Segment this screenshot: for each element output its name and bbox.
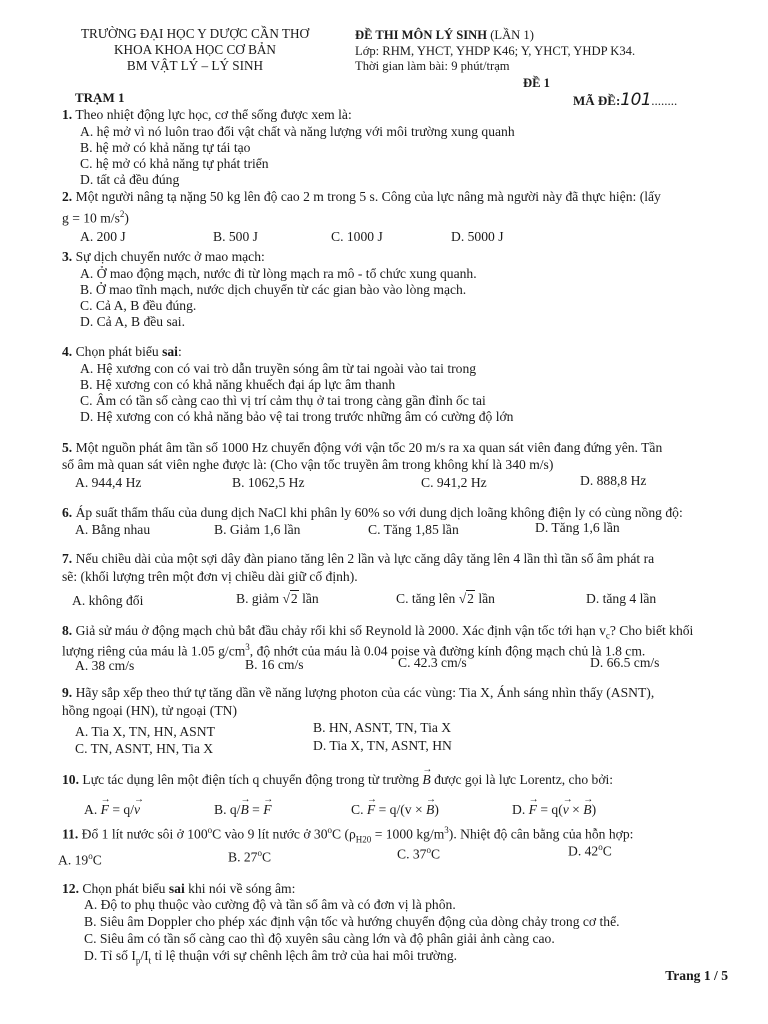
q10-option-a (84, 801, 140, 818)
exam-classes: Lớp: RHM, YHCT, YHDP K46; Y, YHCT, YHDP K34. (355, 43, 636, 58)
q11-subscript: H20 (355, 834, 372, 845)
q7-option-c (396, 590, 495, 607)
question-7 (62, 550, 722, 567)
q5-option-d: D. 888,8 Hz (580, 473, 647, 488)
exam-title: ĐỀ THI MÔN LÝ SINH (355, 28, 488, 42)
question-number: 2. (62, 189, 73, 204)
option-value: D. 42 (568, 843, 599, 859)
question-text: Theo nhiệt động lực học, cơ thể sống được xem là: (75, 107, 352, 122)
q12-d-text: D. Tỉ số I (84, 948, 136, 963)
exam-round: (LẦN 1) (490, 28, 534, 42)
question-1 (62, 106, 722, 123)
vector-b: → B (240, 801, 248, 818)
q5-option-c: C. 941,2 Hz (421, 475, 487, 490)
q4-option-a: A. Hệ xương con có vai trò dẫn truyền sóng âm từ tai ngoài vào tai trong (80, 361, 477, 376)
q7-option-b (236, 590, 319, 607)
q12-option-a: A. Độ to phụ thuộc vào cường độ và tần số âm và có đơn vị là phôn. (84, 897, 456, 912)
q7-c-unit: lần (474, 591, 495, 606)
question-9 (62, 684, 722, 701)
question-12 (62, 880, 722, 897)
option-label: A. (84, 802, 101, 817)
question-text-end: ? Cho biết khối (609, 623, 694, 638)
q6-option-c: C. Tăng 1,85 lần (368, 522, 459, 537)
question-9-line-2: hồng ngoại (HN), tử ngoại (TN) (62, 703, 237, 718)
celsius: C (261, 849, 272, 865)
vector-f: → F (367, 801, 375, 818)
exam-info (355, 28, 635, 75)
q-over: q/ (123, 802, 134, 817)
exam-version: ĐỀ 1 (523, 76, 550, 90)
q12-option-c: C. Siêu âm có tần số càng cao thì độ xuyên sâu càng lớn và độ phân giải ảnh càng cao. (84, 931, 555, 946)
question-number: 9. (62, 685, 73, 700)
q12-option-d (84, 947, 457, 970)
question-text: Sự dịch chuyển nước ở mao mạch: (75, 249, 265, 264)
q2-gravity: g = 10 m/s (62, 210, 120, 226)
q6-option-b: B. Giảm 1,6 lần (214, 522, 301, 537)
q2-option-c: C. 1000 J (331, 229, 383, 244)
q8-subscript: c (605, 630, 610, 641)
equals: = (248, 802, 264, 817)
question-number: 8. (62, 623, 73, 638)
q2-option-d: D. 5000 J (451, 229, 504, 244)
q7-b-unit: lần (298, 591, 319, 606)
vector-b: → B (426, 801, 434, 818)
degree: o (426, 845, 431, 855)
q10-option-d (512, 801, 596, 818)
question-text: Áp suất thẩm thấu của dung dịch NaCl khi phân ly 60% so với dung dịch loãng không điện ly có cùng nồng độ: (75, 505, 683, 520)
sqrt-symbol: √2 (282, 591, 298, 606)
q10-option-b (214, 801, 272, 818)
exam-time: Thời gian làm bài: 9 phút/trạm (355, 59, 510, 73)
q8-option-d: D. 66.5 cm/s (590, 655, 660, 670)
station-label: TRẠM 1 (75, 90, 125, 105)
vector-f: → F (529, 801, 537, 818)
q1-option-a: A. hệ mở vì nó luôn trao đổi vật chất và năng lượng với môi trường xung quanh (80, 124, 515, 139)
question-text: Nếu chiều dài của một sợi dây đàn piano tăng lên 2 lần và lực căng dây tăng lên 4 lần thì tần số âm phát ra (75, 551, 655, 566)
q2-exponent: 2 (119, 209, 125, 219)
question-number: 7. (62, 551, 73, 566)
close-paren: ) (434, 802, 439, 817)
question-emphasis: sai (162, 344, 178, 359)
celsius: C (92, 852, 102, 868)
question-2-line-2 (62, 206, 129, 227)
university-name: TRƯỜNG ĐẠI HỌC Y DƯỢC CẦN THƠ (80, 26, 310, 41)
sqrt-radicand: 2 (290, 591, 298, 606)
q1-option-c: C. hệ mở có khả năng tự phát triển (80, 156, 269, 171)
equals: = (536, 802, 552, 817)
degree: o (257, 848, 262, 858)
option-label: B. (214, 802, 230, 817)
option-value: A. 19 (58, 852, 89, 868)
q3-option-c: C. Cả A, B đều đúng. (80, 298, 197, 313)
q5-option-b: B. 1062,5 Hz (232, 475, 305, 490)
celsius: C (602, 843, 612, 859)
question-number: 12. (62, 881, 79, 896)
q-over: q/ (229, 802, 241, 817)
q4-option-b: B. Hệ xương con có khả năng khuếch đại áp lực âm thanh (80, 377, 396, 392)
option-label: C. (351, 802, 367, 817)
question-7-line-2: sẽ: (khối lượng trên một đơn vị chiều dài giữ cố định). (62, 569, 358, 584)
q2-option-a: A. 200 J (80, 229, 126, 244)
equals: = (108, 802, 124, 817)
question-number: 4. (62, 344, 73, 359)
q7-b-text: B. giảm (236, 591, 283, 606)
q11-option-b (228, 845, 271, 866)
subscript-t: t (148, 955, 152, 966)
celsius: C (430, 846, 441, 862)
question-number: 6. (62, 505, 73, 520)
q1-option-b: B. hệ mở có khả năng tự tái tạo (80, 140, 251, 155)
q11-text-d: = 1000 kg/m (371, 826, 445, 842)
q3-option-b: B. Ở mao tĩnh mạch, nước dịch chuyển từ các gian bào vào lòng mạch. (80, 282, 467, 297)
q12-d-rest: tỉ lệ thuận với sự chênh lệch âm trở của hai môi trường. (151, 948, 458, 963)
question-text: Lực tác dụng lên một điện tích q chuyển động trong từ trường (82, 772, 423, 787)
q8-option-c: C. 42.3 cm/s (398, 655, 467, 670)
q8-rest: , độ nhớt của máu là 0.04 poise và đường kính động mạch chủ là 1.8 cm. (249, 643, 646, 659)
q7-option-d: D. tăng 4 lần (586, 591, 657, 606)
q-paren: q( (551, 802, 563, 817)
q11-text-b: C vào 9 lít nước ở 30 (212, 826, 328, 842)
q7-c-text: C. tăng lên (396, 591, 459, 606)
faculty-name: KHOA KHOA HỌC CƠ BẢN (114, 42, 276, 57)
question-10 (62, 771, 722, 788)
vector-f: → F (263, 801, 271, 818)
q-over-paren: q/( (389, 802, 405, 817)
q6-option-a: A. Bằng nhau (75, 522, 151, 537)
question-text-end: được gọi là lực Lorentz, cho bởi: (430, 772, 614, 787)
exam-code-dots: ........ (651, 93, 678, 108)
exam-code-label: MÃ ĐỀ: (573, 93, 621, 108)
q2-option-b: B. 500 J (213, 229, 258, 244)
vector-v: → v (134, 801, 140, 818)
question-text-end: khi nói về sóng âm: (184, 881, 296, 896)
question-text: Hãy sắp xếp theo thứ tự tăng dần về năng lượng photon của các vùng: Tia X, Ánh sáng nhìn thấy (ASNT), (75, 685, 655, 700)
question-number: 3. (62, 249, 73, 264)
subscript-p: p (135, 955, 141, 966)
degree: o (207, 825, 213, 835)
q9-option-b: B. HN, ASNT, TN, Tia X (313, 720, 452, 735)
q9-option-d: D. Tia X, TN, ASNT, HN (313, 738, 452, 753)
q11-exponent: 3 (444, 825, 449, 835)
question-2 (62, 188, 722, 205)
q12-d-slash: /I (140, 948, 149, 963)
q6-option-d: D. Tăng 1,6 lần (535, 520, 620, 535)
q4-option-d: D. Hệ xương con có khả năng bảo vệ tai trong trước những âm có cường độ lớn (80, 409, 514, 424)
vector-v: → v (563, 801, 569, 818)
option-label: D. (512, 802, 529, 817)
exam-code-handwritten: 101 (620, 90, 652, 110)
q11-text-c: C (ρ (332, 826, 356, 842)
question-text: Chọn phát biểu (75, 344, 163, 359)
q3-option-a: A. Ở mao động mạch, nước đi từ lòng mạch ra mô - tổ chức xung quanh. (80, 266, 477, 281)
degree: o (327, 825, 333, 835)
sqrt-radicand: 2 (467, 591, 474, 606)
q8-option-a: A. 38 cm/s (75, 658, 135, 673)
question-number: 10. (62, 772, 79, 787)
degree: o (88, 851, 93, 861)
question-8-line-2 (62, 639, 645, 660)
q8-option-b: B. 16 cm/s (245, 657, 304, 672)
q1-option-d: D. tất cả đều đúng (80, 172, 180, 187)
close-paren: ) (591, 802, 597, 817)
department-name: BM VẬT LÝ – LÝ SINH (126, 58, 264, 73)
question-text: Chọn phát biểu (82, 881, 169, 896)
degree: o (598, 842, 603, 852)
vector-b: → B (583, 801, 591, 818)
q5-option-a: A. 944,4 Hz (75, 475, 142, 490)
question-6 (62, 504, 722, 521)
question-text: Giả sử máu ở động mạch chủ bắt đầu chảy rối khi số Reynold là 2000. Xác định vận tốc tới hạn v (75, 623, 606, 638)
q9-option-c: C. TN, ASNT, HN, Tia X (75, 741, 214, 756)
equals: = (375, 802, 390, 817)
question-number: 5. (62, 440, 73, 455)
vector-f: → F (101, 801, 109, 818)
question-3 (62, 248, 722, 265)
q12-option-b: B. Siêu âm Doppler cho phép xác định vận tốc và hướng chuyển động của dòng chảy trong cơ thể. (84, 914, 620, 929)
question-5-line-2: số âm mà quan sát viên nghe được là: (Cho vận tốc truyền âm trong không khí là 340 m/s) (62, 457, 554, 472)
question-text: Một người nâng tạ nặng 50 kg lên độ cao 2 m trong 5 s. Công của lực nâng mà người này đã thực hiện: (lấy (75, 189, 661, 204)
q10-option-c (351, 801, 439, 818)
q7-option-a: A. không đổi (72, 593, 144, 608)
q11-text-e: ). Nhiệt độ cân bằng của hỗn hợp: (448, 826, 634, 842)
v-scalar: v (404, 802, 412, 817)
cross: × (568, 802, 584, 817)
option-value: B. 27 (228, 849, 258, 865)
q8-exponent: 3 (245, 642, 250, 652)
sqrt-symbol: √2 (458, 591, 474, 606)
question-colon: : (177, 344, 182, 359)
option-value: C. 37 (397, 846, 427, 862)
question-number: 11. (62, 826, 79, 842)
cross: × (411, 802, 427, 817)
q11-text-a: Đổ 1 lít nước sôi ở 100 (81, 826, 208, 842)
q4-option-c: C. Âm có tần số càng cao thì vị trí cảm thụ ở tai trong càng gần đỉnh ốc tai (80, 393, 486, 408)
question-number: 1. (62, 107, 73, 122)
vector-b: → B (422, 771, 430, 788)
school-header (60, 26, 330, 74)
question-emphasis: sai (168, 881, 185, 896)
page-number: Trang 1 / 5 (665, 968, 728, 983)
question-11 (62, 822, 722, 848)
question-4 (62, 343, 722, 360)
q9-option-a: A. Tia X, TN, HN, ASNT (75, 724, 215, 739)
q8-density: lượng riêng của máu là 1.05 g/cm (62, 643, 246, 659)
q11-option-d (568, 839, 612, 860)
q2-close: ) (124, 210, 129, 226)
q3-option-d: D. Cả A, B đều sai. (80, 314, 185, 329)
q11-option-c (397, 842, 440, 863)
question-5 (62, 439, 722, 456)
question-text: Một nguồn phát âm tần số 1000 Hz chuyển động với vận tốc 20 m/s ra xa quan sát viên đang đứng yên. Tần (75, 440, 663, 455)
q11-option-a (58, 848, 102, 869)
